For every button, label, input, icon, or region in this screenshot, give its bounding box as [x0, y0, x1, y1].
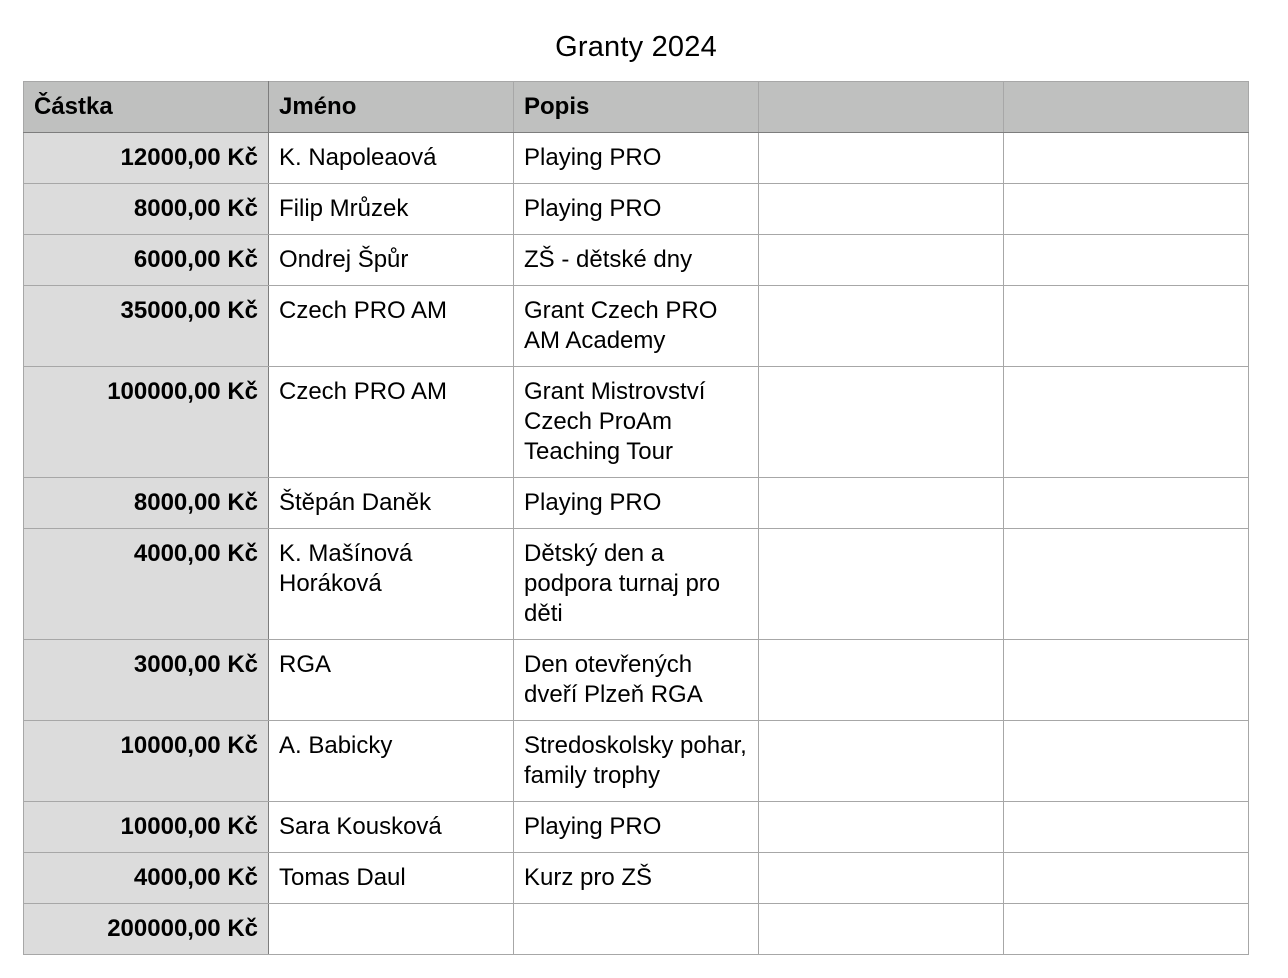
cell-description[interactable]: Grant Mistrovství Czech ProAm Teaching Tour — [514, 367, 759, 478]
cell-amount[interactable]: 200000,00 Kč — [24, 904, 269, 955]
cell-name[interactable] — [269, 904, 514, 955]
cell-name[interactable]: Sara Kousková — [269, 802, 514, 853]
column-header-empty-4[interactable] — [759, 82, 1004, 133]
cell-amount[interactable]: 4000,00 Kč — [24, 853, 269, 904]
cell-name[interactable]: Ondrej Špůr — [269, 235, 514, 286]
cell-empty[interactable] — [1004, 133, 1249, 184]
table-body — [24, 133, 1249, 955]
cell-amount[interactable]: 10000,00 Kč — [24, 802, 269, 853]
cell-empty[interactable] — [759, 235, 1004, 286]
cell-name[interactable]: K. Mašínová Horáková — [269, 529, 514, 640]
cell-amount[interactable]: 4000,00 Kč — [24, 529, 269, 640]
document-title: Granty 2024 — [555, 31, 717, 63]
header-row — [24, 82, 1249, 133]
table-row — [24, 802, 1249, 853]
cell-description[interactable]: ZŠ - dětské dny — [514, 235, 759, 286]
cell-empty[interactable] — [759, 802, 1004, 853]
cell-description[interactable]: Playing PRO — [514, 802, 759, 853]
cell-empty[interactable] — [1004, 286, 1249, 367]
cell-empty[interactable] — [1004, 802, 1249, 853]
cell-empty[interactable] — [1004, 478, 1249, 529]
table-row — [24, 235, 1249, 286]
cell-description[interactable]: Playing PRO — [514, 184, 759, 235]
cell-amount[interactable]: 10000,00 Kč — [24, 721, 269, 802]
grants-table — [23, 81, 1249, 955]
table-row — [24, 529, 1249, 640]
table-row-total — [24, 904, 1249, 955]
table-row — [24, 640, 1249, 721]
cell-description[interactable]: Den otevřených dveří Plzeň RGA — [514, 640, 759, 721]
cell-name[interactable]: K. Napoleaová — [269, 133, 514, 184]
cell-empty[interactable] — [1004, 853, 1249, 904]
cell-amount[interactable]: 3000,00 Kč — [24, 640, 269, 721]
cell-empty[interactable] — [759, 529, 1004, 640]
cell-amount[interactable]: 8000,00 Kč — [24, 184, 269, 235]
cell-amount[interactable]: 100000,00 Kč — [24, 367, 269, 478]
cell-description[interactable]: Grant Czech PRO AM Academy — [514, 286, 759, 367]
cell-amount[interactable]: 6000,00 Kč — [24, 235, 269, 286]
cell-name[interactable]: Štěpán Daněk — [269, 478, 514, 529]
cell-empty[interactable] — [759, 367, 1004, 478]
cell-amount[interactable]: 12000,00 Kč — [24, 133, 269, 184]
cell-empty[interactable] — [1004, 529, 1249, 640]
cell-empty[interactable] — [759, 721, 1004, 802]
column-header-description[interactable]: Popis — [514, 82, 759, 133]
cell-name[interactable]: RGA — [269, 640, 514, 721]
table-row — [24, 133, 1249, 184]
column-header-name[interactable]: Jméno — [269, 82, 514, 133]
cell-description[interactable]: Kurz pro ZŠ — [514, 853, 759, 904]
cell-name[interactable]: A. Babicky — [269, 721, 514, 802]
cell-amount[interactable]: 8000,00 Kč — [24, 478, 269, 529]
cell-empty[interactable] — [1004, 367, 1249, 478]
cell-empty[interactable] — [1004, 721, 1249, 802]
cell-amount[interactable]: 35000,00 Kč — [24, 286, 269, 367]
cell-empty[interactable] — [1004, 235, 1249, 286]
cell-empty[interactable] — [759, 640, 1004, 721]
cell-empty[interactable] — [759, 286, 1004, 367]
cell-empty[interactable] — [759, 853, 1004, 904]
column-header-amount[interactable]: Částka — [24, 82, 269, 133]
cell-name[interactable]: Czech PRO AM — [269, 286, 514, 367]
cell-empty[interactable] — [759, 133, 1004, 184]
cell-description[interactable]: Playing PRO — [514, 478, 759, 529]
cell-name[interactable]: Tomas Daul — [269, 853, 514, 904]
cell-empty[interactable] — [759, 184, 1004, 235]
cell-empty[interactable] — [759, 904, 1004, 955]
table-row — [24, 367, 1249, 478]
column-header-empty-5[interactable] — [1004, 82, 1249, 133]
table-row — [24, 286, 1249, 367]
cell-empty[interactable] — [1004, 184, 1249, 235]
table-row — [24, 853, 1249, 904]
table-row — [24, 184, 1249, 235]
cell-description[interactable]: Playing PRO — [514, 133, 759, 184]
cell-empty[interactable] — [1004, 904, 1249, 955]
cell-description[interactable]: Dětský den a podpora turnaj pro děti — [514, 529, 759, 640]
cell-name[interactable]: Czech PRO AM — [269, 367, 514, 478]
cell-description[interactable]: Stredoskolsky pohar, family trophy — [514, 721, 759, 802]
cell-empty[interactable] — [1004, 640, 1249, 721]
cell-empty[interactable] — [759, 478, 1004, 529]
table-row — [24, 478, 1249, 529]
cell-name[interactable]: Filip Mrůzek — [269, 184, 514, 235]
table-row — [24, 721, 1249, 802]
cell-description[interactable] — [514, 904, 759, 955]
